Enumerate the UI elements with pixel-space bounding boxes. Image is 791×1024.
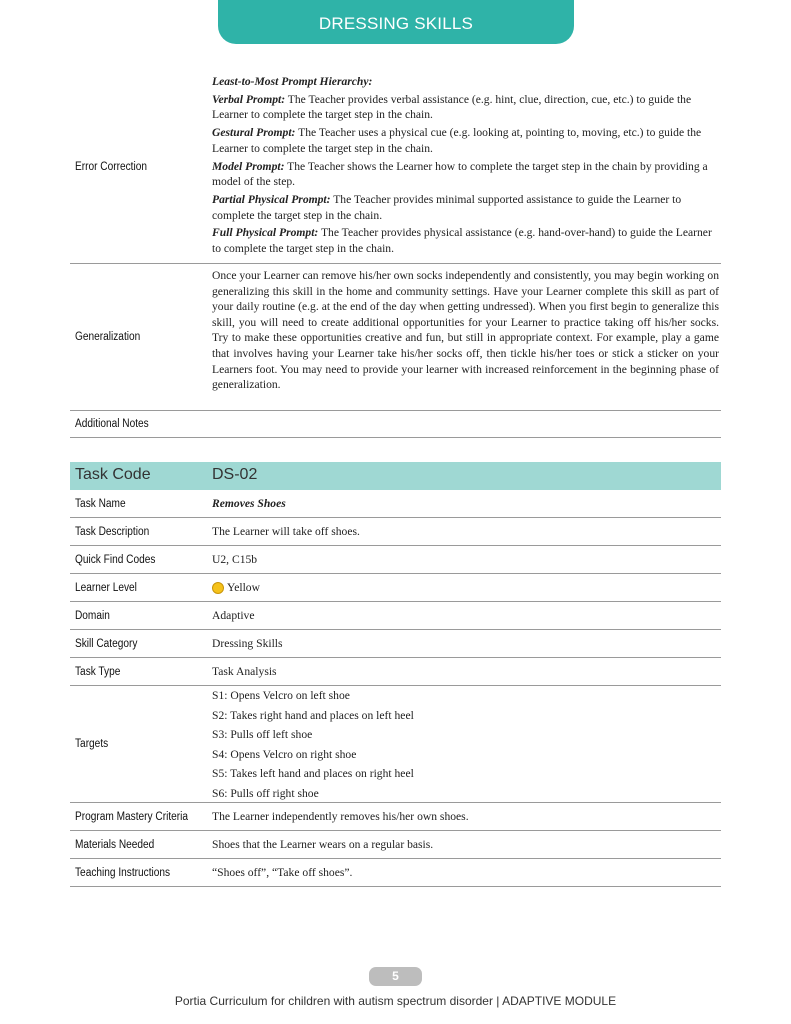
skill-category-value: Dressing Skills — [212, 636, 283, 650]
prompt-item: Model Prompt: The Teacher shows the Learner how to complete the target step in the chain by providing a model of the step. — [212, 159, 708, 189]
target-step: S3: Pulls off left shoe — [212, 728, 313, 741]
task-description-row — [70, 518, 721, 546]
targets-row — [70, 686, 721, 803]
page-number: 5 — [369, 967, 422, 986]
targets-list — [212, 686, 719, 802]
teaching-instructions-row — [70, 859, 721, 887]
task-name-value: Removes Shoes — [212, 496, 286, 510]
additional-notes-row — [70, 411, 721, 438]
row-label: Generalization — [75, 331, 141, 343]
row-label: Domain — [75, 609, 110, 622]
generalization-row — [70, 264, 721, 411]
row-label: Task Description — [75, 525, 150, 538]
prompt-item: Verbal Prompt: The Teacher provides verbal assistance (e.g. hint, clue, direction, cue, etc.) to guide the Learner to complete the target step in the chain. — [212, 92, 692, 122]
mastery-criteria-value: The Learner independently removes his/her own shoes. — [212, 809, 469, 823]
domain-value: Adaptive — [212, 608, 255, 622]
quick-find-codes-value: U2, C15b — [212, 552, 258, 566]
task-code-label: Task Code — [75, 466, 151, 483]
section-header: DRESSING SKILLS — [218, 0, 574, 44]
task-description-value: The Learner will take off shoes. — [212, 524, 360, 538]
domain-row — [70, 602, 721, 630]
prompt-item: Full Physical Prompt: The Teacher provides physical assistance (e.g. hand-over-hand) to guide the Learner to complete the target step in the chain. — [212, 226, 712, 255]
row-label: Learner Level — [75, 581, 137, 594]
row-label: Teaching Instructions — [75, 866, 171, 879]
target-step: S2: Takes right hand and places on left heel — [212, 708, 414, 722]
prompt-item: Gestural Prompt: The Teacher uses a physical cue (e.g. looking at, pointing to, moving, etc.) to guide the Learner to complete the target step in the chain. — [212, 126, 702, 155]
task-code-bar — [70, 462, 721, 490]
generalization-text: Once your Learner can remove his/her own socks independently and consistently, you may begin working on generalizing this skill in the home and community settings. Have your Learner complete this skill as part of your daily routine (e.g. at the end of the day when getting undressed). When you first begin to generalize this skill, you will need to create additional opportunities for your Learner to practice taking off his/her socks. Try to make these opportunities creative and fun, but still in appropriate context. For example, play a game that involves having your Learner take his/her socks off, then tickle his/her toes or stick a sticker on your Learners foot. You may need to provide your learner with increased reinforcement in the beginning phase of generalization. — [212, 269, 719, 392]
target-step: S1: Opens Velcro on left shoe — [212, 689, 350, 702]
error-correction-content — [212, 70, 719, 263]
skill-category-row — [70, 630, 721, 658]
teaching-instructions-value: “Shoes off”, “Take off shoes”. — [212, 865, 353, 879]
level-color-dot-icon — [212, 582, 224, 594]
materials-needed-value: Shoes that the Learner wears on a regular basis. — [212, 837, 434, 851]
task-name-row — [70, 490, 721, 518]
learner-level-row — [70, 574, 721, 602]
task-type-row — [70, 658, 721, 686]
page-footer: Portia Curriculum for children with autism spectrum disorder | ADAPTIVE MODULE — [174, 994, 617, 1008]
target-step: S5: Takes left hand and places on right heel — [212, 767, 414, 780]
row-label: Skill Category — [75, 637, 138, 650]
materials-needed-row — [70, 831, 721, 859]
row-label: Additional Notes — [75, 418, 149, 430]
additional-notes-value — [212, 411, 719, 437]
error-correction-row — [70, 70, 721, 264]
mastery-criteria-row — [70, 803, 721, 831]
row-label: Task Type — [75, 665, 121, 678]
target-step: S6: Pulls off right shoe — [212, 786, 319, 800]
task-code-value: DS-02 — [212, 466, 258, 483]
row-label: Error Correction — [75, 160, 147, 173]
row-label: Quick Find Codes — [75, 553, 156, 566]
target-step: S4: Opens Velcro on right shoe — [212, 747, 357, 761]
row-label: Targets — [75, 738, 109, 750]
quick-find-codes-row — [70, 546, 721, 574]
prompt-hierarchy-heading: Least-to-Most Prompt Hierarchy: — [212, 75, 373, 88]
row-label: Program Mastery Criteria — [75, 810, 189, 823]
row-label: Task Name — [75, 497, 126, 510]
learner-level-text: Yellow — [227, 580, 260, 594]
task-type-value: Task Analysis — [212, 664, 277, 678]
prompt-item: Partial Physical Prompt: The Teacher provides minimal supported assistance to guide the Learner to complete the target step in the chain. — [212, 192, 682, 222]
row-label: Materials Needed — [75, 838, 155, 851]
learner-level-value — [212, 574, 719, 601]
